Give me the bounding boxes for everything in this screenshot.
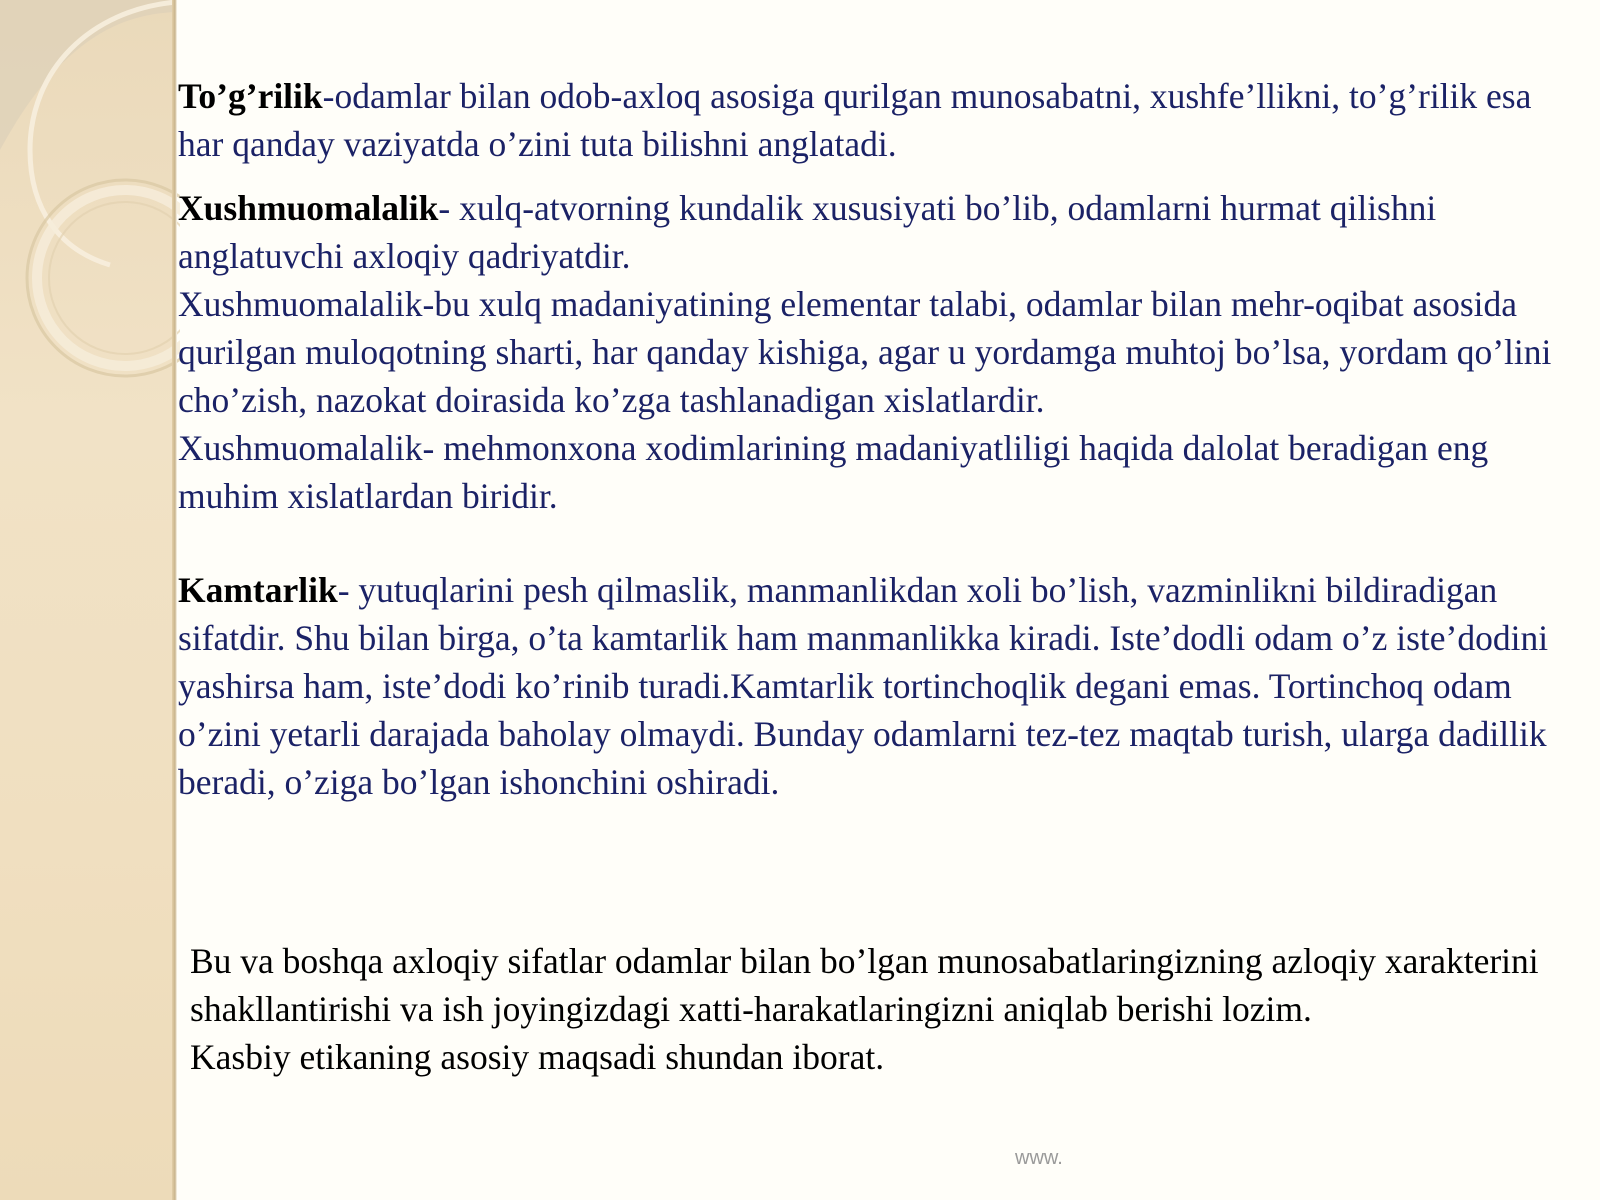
togrilik-definition: -odamlar bilan odob-axloq asosiga qurilgan munosabatni, xushfe’llikni, to’g’rilik esa har qanday vaziyatda o’zini tuta bilishni anglatadi.: [178, 76, 1532, 164]
kamtarlik-term: Kamtarlik: [178, 570, 338, 610]
closing-line-1: Bu va boshqa axloqiy sifatlar odamlar bilan bo’lgan munosabatlaringizning azloqiy xarakterini shakllantirishi va ish joyingizdagi xatti-harakatlaringizni aniqlab berishi lozim.: [190, 941, 1539, 1029]
kamtarlik-definition: - yutuqlarini pesh qilmaslik, manmanlikdan xoli bo’lish, vazminlikni bildiradigan sifatdir. Shu bilan birga, o’ta kamtarlik ham manmanlikka kiradi. Iste’dodli odam o’z iste’dodini yashirsa ham, iste’dodi ko’rinib turadi.Kamtarlik tortinchoqlik degani emas. Tortinchoq odam o’zini yetarli darajada baholay olmaydi. Bunday odamlarni tez-tez maqtab turish, ularga dadillik beradi, o’ziga bo’lgan ishonchini oshiradi.: [178, 570, 1549, 802]
main-text-block: [178, 72, 1583, 806]
xushmuomalalik-paragraph: [178, 184, 1583, 280]
xushmuomalalik-term: Xushmuomalalik: [178, 188, 439, 228]
closing-text-block: [190, 937, 1580, 1081]
decorative-rings-graphic: [0, 0, 180, 420]
closing-line-2: Kasbiy etikaning asosiy maqsadi shundan iborat.: [190, 1037, 885, 1077]
footer-url: www.: [1015, 1147, 1063, 1169]
side-band-edge: [172, 0, 177, 1200]
xushmuomalalik-line-3: Xushmuomalalik- mehmonxona xodimlarining madaniyatliligi haqida dalolat beradigan eng muhim xislatlardan biridir.: [178, 428, 1489, 516]
togrilik-term: To’g’rilik: [178, 76, 323, 116]
xushmuomalalik-line-2: Xushmuomalalik-bu xulq madaniyatining elementar talabi, odamlar bilan mehr-oqibat asosida qurilgan muloqotning sharti, har qanday kishiga, agar u yordamga muhtoj bo’lsa, yordam qo’lini cho’zish, nazokat doirasida ko’zga tashlanadigan xislatlardir.: [178, 284, 1552, 420]
xushmuomalalik-definition: - xulq-atvorning kundalik xususiyati bo’lib, odamlarni hurmat qilishni anglatuvchi axloqiy qadriyatdir.: [178, 188, 1437, 276]
togrilik-paragraph: [178, 72, 1583, 168]
kamtarlik-paragraph: [178, 566, 1583, 806]
